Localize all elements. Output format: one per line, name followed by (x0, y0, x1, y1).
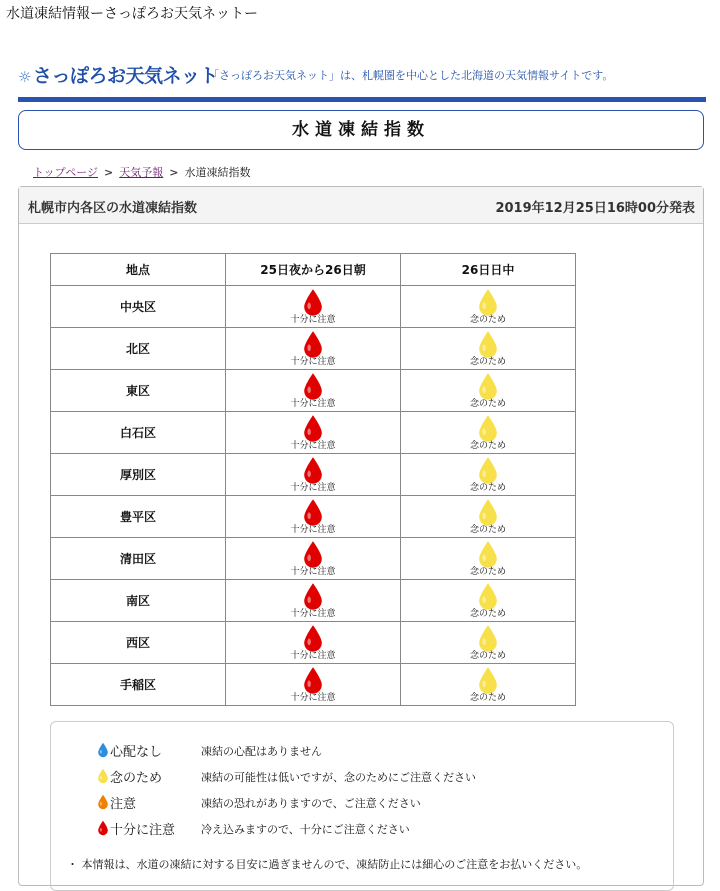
water-drop-icon (477, 666, 499, 695)
legend-level-description: 冷え込みますので、十分にご注意ください (201, 823, 410, 836)
breadcrumb-current: 水道凍結指数 (184, 166, 251, 179)
index-level-label: 念のため (469, 399, 506, 409)
table-row (51, 496, 576, 538)
water-drop-icon (477, 330, 499, 359)
day-index-cell (401, 496, 576, 538)
day-index-cell (401, 370, 576, 412)
legend-level-description: 凍結の恐れがありますので、ご注意ください (201, 797, 421, 810)
day-index-cell (401, 538, 576, 580)
index-level-label: 十分に注意 (290, 315, 336, 325)
index-level-label: 十分に注意 (290, 357, 336, 367)
breadcrumb (33, 164, 250, 180)
table-row (51, 454, 576, 496)
header-divider (18, 97, 706, 102)
water-drop-icon (477, 288, 499, 317)
night-index-cell (226, 286, 401, 328)
breadcrumb-separator: > (104, 166, 114, 179)
location-cell: 東区 (51, 370, 226, 412)
night-index-cell (226, 496, 401, 538)
water-drop-icon (97, 742, 109, 758)
index-level-label: 十分に注意 (290, 609, 336, 619)
index-level-label: 念のため (469, 441, 506, 451)
index-level-label: 十分に注意 (290, 483, 336, 493)
page-title: 水道凍結情報ーさっぽろお天気ネットー (6, 6, 258, 22)
table-row (51, 664, 576, 706)
index-level-label: 十分に注意 (290, 399, 336, 409)
table-row (51, 412, 576, 454)
water-drop-icon (302, 498, 324, 527)
index-level-label: 念のため (469, 483, 506, 493)
day-index-cell (401, 412, 576, 454)
night-index-cell (226, 622, 401, 664)
night-index-cell (226, 580, 401, 622)
day-index-cell (401, 328, 576, 370)
legend-level-name: 念のため (110, 771, 163, 786)
water-drop-icon (302, 456, 324, 485)
location-cell: 厚別区 (51, 454, 226, 496)
panel-header (19, 187, 703, 224)
night-index-cell (226, 370, 401, 412)
location-cell: 北区 (51, 328, 226, 370)
day-index-cell (401, 454, 576, 496)
disclaimer-note: ・ 本情報は、水道の凍結に対する目安に過ぎませんので、凍結防止には細心のご注意をお払いください。 (67, 858, 588, 871)
day-index-cell (401, 622, 576, 664)
water-drop-icon (477, 540, 499, 569)
table-row (51, 580, 576, 622)
index-level-label: 十分に注意 (290, 441, 336, 451)
water-drop-icon (97, 794, 109, 810)
index-level-label: 十分に注意 (290, 693, 336, 703)
index-level-label: 念のため (469, 315, 506, 325)
index-level-label: 十分に注意 (290, 567, 336, 577)
location-cell: 清田区 (51, 538, 226, 580)
water-drop-icon (302, 540, 324, 569)
location-cell: 白石区 (51, 412, 226, 454)
water-drop-icon (477, 624, 499, 653)
sun-icon: ☼ (18, 68, 31, 86)
night-index-cell (226, 328, 401, 370)
legend-level-name: 十分に注意 (110, 823, 176, 838)
water-drop-icon (477, 498, 499, 527)
legend-level-name: 注意 (110, 797, 137, 812)
water-drop-icon (302, 372, 324, 401)
night-index-cell (226, 664, 401, 706)
index-level-label: 念のため (469, 651, 506, 661)
water-drop-icon (302, 414, 324, 443)
legend-level-description: 凍結の心配はありません (201, 745, 322, 758)
breadcrumb-link-top[interactable]: トップページ (33, 166, 99, 179)
location-cell: 西区 (51, 622, 226, 664)
night-index-cell (226, 412, 401, 454)
freeze-index-table (50, 253, 576, 706)
site-logo-text: さっぽろお天気ネット (32, 65, 218, 87)
water-drop-icon (97, 768, 109, 784)
water-drop-icon (302, 330, 324, 359)
water-drop-icon (477, 456, 499, 485)
water-drop-icon (302, 288, 324, 317)
day-index-cell (401, 664, 576, 706)
day-index-cell (401, 286, 576, 328)
col-header-location: 地点 (51, 254, 226, 286)
breadcrumb-separator: > (169, 166, 179, 179)
site-header (18, 61, 718, 91)
water-drop-icon (97, 820, 109, 836)
table-row (51, 370, 576, 412)
index-level-label: 念のため (469, 609, 506, 619)
location-cell: 手稲区 (51, 664, 226, 706)
issued-datetime: 2019年12月25日16時00分発表 (495, 201, 695, 216)
water-drop-icon (302, 666, 324, 695)
breadcrumb-link-forecast[interactable]: 天気予報 (119, 166, 164, 179)
index-level-label: 念のため (469, 693, 506, 703)
section-title: 水道凍結指数 (18, 110, 704, 150)
water-drop-icon (477, 372, 499, 401)
col-header-night: 25日夜から26日朝 (226, 254, 401, 286)
location-cell: 豊平区 (51, 496, 226, 538)
water-drop-icon (477, 582, 499, 611)
col-header-day: 26日日中 (401, 254, 576, 286)
location-cell: 南区 (51, 580, 226, 622)
night-index-cell (226, 538, 401, 580)
water-drop-icon (477, 414, 499, 443)
index-level-label: 念のため (469, 357, 506, 367)
water-drop-icon (302, 582, 324, 611)
table-row (51, 622, 576, 664)
legend-level-description: 凍結の可能性は低いですが、念のためにご注意ください (201, 771, 476, 784)
day-index-cell (401, 580, 576, 622)
water-drop-icon (302, 624, 324, 653)
site-logo[interactable] (18, 61, 218, 88)
legend-level-name: 心配なし (110, 745, 163, 760)
site-tagline: 「さっぽろお天気ネット」は、札幌圏を中心とした北海道の天気情報サイトです。 (208, 69, 614, 82)
freeze-index-panel (18, 186, 704, 886)
table-row (51, 538, 576, 580)
index-level-label: 念のため (469, 567, 506, 577)
location-cell: 中央区 (51, 286, 226, 328)
index-level-label: 十分に注意 (290, 651, 336, 661)
index-level-label: 十分に注意 (290, 525, 336, 535)
night-index-cell (226, 454, 401, 496)
table-row (51, 328, 576, 370)
panel-title: 札幌市内各区の水道凍結指数 (28, 201, 198, 216)
index-level-label: 念のため (469, 525, 506, 535)
table-header-row (51, 254, 576, 286)
table-row (51, 286, 576, 328)
